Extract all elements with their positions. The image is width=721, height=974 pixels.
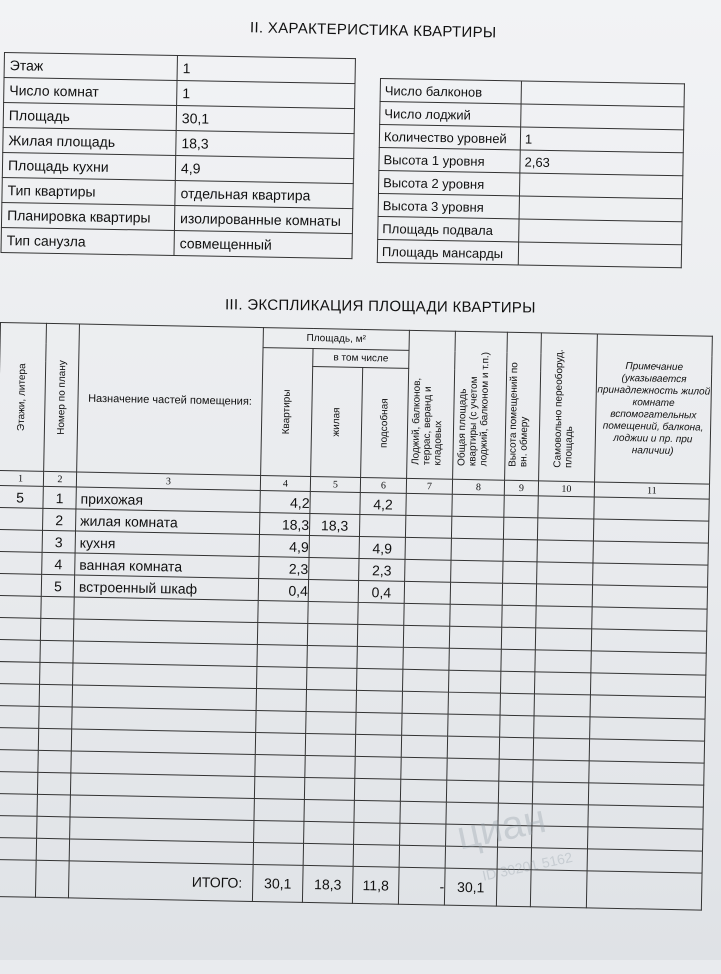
field-value: 1 <box>177 81 355 109</box>
field-value <box>519 196 682 222</box>
cell-aux-area <box>359 514 405 537</box>
total-apartment-area: 30,1 <box>444 868 497 906</box>
field-label: Площадь подвала <box>378 216 519 241</box>
col-number: 5 <box>310 476 360 492</box>
field-value: 30,1 <box>176 106 354 134</box>
field-value <box>521 104 684 130</box>
field-label: Высота 2 уровня <box>378 170 519 195</box>
cell-aux-area: 4,9 <box>359 536 405 559</box>
cell-aux-area: 2,3 <box>359 558 405 581</box>
cell-living-area: 18,3 <box>309 513 359 536</box>
col-number: 7 <box>406 478 452 494</box>
field-value: совмещенный <box>174 231 352 259</box>
cell-plan-no: 3 <box>42 530 75 553</box>
total-label: ИТОГО: <box>68 861 253 902</box>
field-label: Площадь <box>3 103 176 131</box>
field-value <box>519 219 682 245</box>
field-value: 2,63 <box>520 150 683 176</box>
cell-room-name: кухня <box>75 531 259 557</box>
watermark-logo: циан <box>452 796 550 859</box>
apartment-extra-characteristics-table <box>377 78 685 268</box>
cell-apt-area: 4,9 <box>259 535 309 558</box>
total-apt-area: 30,1 <box>252 864 303 902</box>
field-label: Высота 1 уровня <box>379 147 520 172</box>
field-label: Тип санузла <box>1 227 174 255</box>
field-label: Площадь мансарды <box>377 239 518 264</box>
col-number: 11 <box>594 482 709 499</box>
cell-room-name: жилая комната <box>76 509 260 535</box>
field-value <box>519 173 682 199</box>
header-height: Высота помещений по вн. обмеру <box>505 332 542 481</box>
field-value: изолированные комнаты <box>174 206 352 234</box>
header-living: жилая <box>311 367 363 478</box>
header-note: Примечание (указывается принадлежность жилой комнате вспомогательных помещений, балкона, лоджии и пр. при наличии) <box>595 334 713 484</box>
col-number: 10 <box>538 481 594 497</box>
field-label: Число комнат <box>4 78 177 106</box>
col-number: 1 <box>0 470 44 486</box>
cell-apt-area: 18,3 <box>259 513 309 536</box>
header-purpose: Назначение частей помещения: <box>77 324 264 476</box>
header-total-area: Общая площадь квартиры (с учетом лоджий, балконом и т.п.) <box>453 331 508 480</box>
cell-floor <box>0 551 42 574</box>
field-label: Планировка квартиры <box>1 202 174 230</box>
cell-room-name: встроенный шкаф <box>74 575 258 601</box>
header-loggia: Лоджий, балконов, террас, веранд и кладовых <box>407 330 456 479</box>
col-number: 3 <box>76 472 260 491</box>
col-number: 4 <box>260 476 310 492</box>
cell-plan-no: 4 <box>42 552 75 575</box>
cell-floor: 5 <box>0 485 43 508</box>
cell-floor <box>0 507 43 530</box>
section2-title: II. ХАРАКТЕРИСТИКА КВАРТИРЫ <box>249 19 497 42</box>
header-floor: Этажи, литера <box>0 323 46 472</box>
col-number: 6 <box>360 477 406 493</box>
cell-aux-area: 0,4 <box>358 580 404 603</box>
cell-apt-area: 2,3 <box>259 557 309 580</box>
total-aux-area: 11,8 <box>352 866 399 904</box>
field-value: 4,9 <box>175 156 353 184</box>
cell-room-name: ванная комната <box>75 553 259 579</box>
total-loggia-area: - <box>398 867 445 905</box>
cell-living-area <box>309 557 359 580</box>
field-value <box>518 242 681 268</box>
cell-room-name: прихожая <box>76 487 260 513</box>
field-label: Тип квартиры <box>2 177 175 205</box>
table-row <box>1 227 352 258</box>
cell-floor <box>0 529 43 552</box>
table-row <box>377 239 681 267</box>
header-selfmod: Самовольно переоборуд. площадь <box>539 333 598 482</box>
cell-plan-no: 1 <box>43 486 76 509</box>
header-plan-no: Номер по плану <box>44 323 80 472</box>
cell-apt-area: 4,2 <box>260 491 310 514</box>
col-number: 8 <box>452 479 504 495</box>
field-value: 1 <box>177 56 355 84</box>
cell-aux-area: 4,2 <box>360 492 406 515</box>
field-label: Количество уровней <box>379 125 520 150</box>
field-value <box>521 81 684 107</box>
field-label: Высота 3 уровня <box>378 193 519 218</box>
cell-plan-no: 2 <box>43 508 76 531</box>
field-label: Жилая площадь <box>3 127 176 155</box>
header-incl: в том числе <box>313 349 409 369</box>
header-area: Площадь, м² <box>263 328 409 351</box>
field-value: 18,3 <box>176 131 354 159</box>
cell-floor <box>0 573 42 596</box>
header-apt: Квартиры <box>261 348 313 477</box>
explication-table <box>0 322 713 911</box>
col-number: 9 <box>504 480 538 496</box>
field-label: Число балконов <box>380 79 521 104</box>
cell-living-area <box>310 491 360 514</box>
field-label: Число лоджий <box>380 102 521 127</box>
apartment-characteristics-table <box>0 52 355 259</box>
explication-block <box>0 322 721 974</box>
watermark-id: ID 30201 5162 <box>480 848 574 884</box>
col-number: 2 <box>43 471 76 487</box>
total-living-area: 18,3 <box>302 865 353 903</box>
cell-living-area <box>308 579 358 602</box>
field-label: Площадь кухни <box>2 152 175 180</box>
cell-living-area <box>309 535 359 558</box>
section3-title: III. ЭКСПЛИКАЦИЯ ПЛОЩАДИ КВАРТИРЫ <box>224 296 536 317</box>
header-aux: подсобная <box>361 367 409 478</box>
cell-apt-area: 0,4 <box>258 579 308 602</box>
field-value: 1 <box>520 127 683 153</box>
field-value: отдельная квартира <box>175 181 353 209</box>
field-label: Этаж <box>4 53 177 81</box>
cell-plan-no: 5 <box>41 574 74 597</box>
